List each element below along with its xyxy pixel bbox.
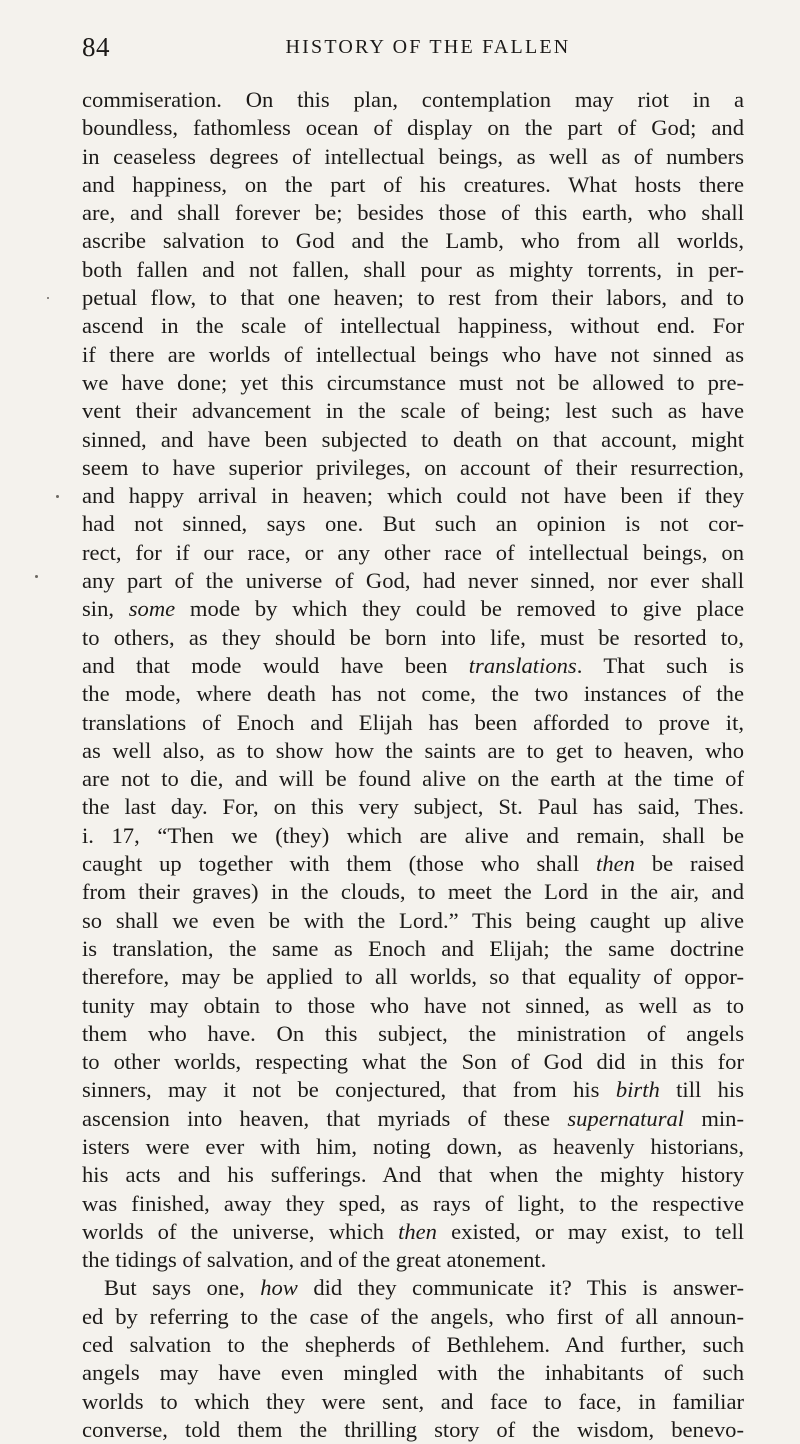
text-line: any part of the universe of God, had never sinned, nor ever shall: [82, 568, 744, 594]
text-line: are not to die, and will be found alive on the earth at the time of: [82, 766, 744, 792]
text-line: had not sinned, says one. But such an opinion is not cor-: [82, 511, 744, 537]
italic-emphasis: how: [260, 1275, 298, 1301]
running-title: HISTORY OF THE FALLEN: [285, 36, 571, 58]
text-line: sinned, and have been subjected to death on that account, might: [82, 426, 744, 452]
paper-speck: [56, 495, 59, 498]
text-run: till his: [659, 1077, 744, 1103]
text-line: commiseration. On this plan, contemplation may riot in a: [82, 87, 744, 112]
text-line: [82, 595, 744, 623]
text-line: we have done; yet this circumstance must not be allowed to pre-: [82, 369, 744, 395]
text-run: But says one,: [104, 1275, 261, 1301]
text-line: translations of Enoch and Elijah has been afforded to prove it,: [82, 709, 744, 735]
text-line: so shall we even be with the Lord.” This being caught up alive: [82, 907, 744, 933]
text-line: [82, 850, 744, 878]
italic-emphasis: supernatural: [567, 1105, 685, 1131]
text-line: was finished, away they sped, as rays of light, to the respective: [82, 1190, 744, 1216]
italic-emphasis: then: [596, 851, 635, 877]
text-line: seem to have superior privileges, on account of their resurrection,: [82, 454, 744, 480]
text-line: ced salvation to the shepherds of Bethlehem. And further, such: [82, 1332, 744, 1358]
text-run: be raised: [634, 851, 744, 877]
text-run: and that mode would have been: [82, 652, 469, 678]
text-line: the last day. For, on this very subject, St. Paul has said, Thes.: [82, 794, 744, 820]
text-line: tunity may obtain to those who have not sinned, as well as to: [82, 992, 744, 1018]
text-line: and happy arrival in heaven; which could not have been if they: [82, 483, 744, 509]
text-line: is translation, the same as Enoch and Elijah; the same doctrine: [82, 935, 744, 961]
text-line: converse, told them the thrilling story of the wisdom, benevo-: [82, 1416, 744, 1442]
text-line: the tidings of salvation, and of the great atonement.: [82, 1247, 547, 1273]
text-run: existed, or may exist, to tell: [436, 1218, 744, 1244]
text-line: isters were ever with him, noting down, as heavenly historians,: [82, 1133, 744, 1159]
text-run: sinners, may it not be conjectured, that from his: [82, 1077, 616, 1103]
italic-emphasis: birth: [615, 1077, 660, 1103]
text-line: both fallen and not fallen, shall pour as mighty torrents, in per-: [82, 256, 744, 282]
text-line: worlds to which they were sent, and face to face, in familiar: [82, 1388, 744, 1414]
text-line: to other worlds, respecting what the Son of God did in this for: [82, 1049, 744, 1075]
italic-emphasis: some: [128, 596, 176, 622]
text-line: the mode, where death has not come, the two instances of the: [82, 681, 744, 707]
text-run: min-: [684, 1105, 745, 1131]
text-line: as well also, as to show how the saints are to get to heaven, who: [82, 737, 744, 763]
text-line: boundless, fathomless ocean of display on the part of God; and: [82, 115, 744, 141]
italic-emphasis: then: [398, 1218, 437, 1244]
text-line: ascribe salvation to God and the Lamb, who from all worlds,: [82, 228, 744, 254]
body-text: [82, 86, 744, 1444]
text-line: if there are worlds of intellectual beings who have not sinned as: [82, 341, 744, 367]
text-line: from their graves) in the clouds, to meet the Lord in the air, and: [82, 879, 744, 905]
text-line: are, and shall forever be; besides those of this earth, who shall: [82, 200, 744, 226]
text-run: caught up together with them (those who shall: [82, 851, 597, 877]
text-line: therefore, may be applied to all worlds, so that equality of oppor-: [82, 964, 744, 990]
text-line: [82, 1274, 744, 1302]
text-run: worlds of the universe, which: [82, 1218, 399, 1244]
text-run: . That such is: [576, 652, 744, 678]
text-line: and happiness, on the part of his creatures. What hosts there: [82, 171, 744, 197]
paper-speck: [47, 297, 49, 299]
text-run: sin,: [82, 596, 129, 622]
running-head: [82, 30, 744, 70]
page-number: 84: [82, 32, 110, 62]
text-line: ascend in the scale of intellectual happiness, without end. For: [82, 313, 744, 339]
text-line: [82, 652, 744, 680]
italic-emphasis: translations: [468, 652, 577, 678]
text-line: [82, 1105, 744, 1133]
paper-speck: [35, 575, 38, 578]
text-line: to others, as they should be born into life, must be resorted to,: [82, 624, 744, 650]
text-run: did they communicate it? This is answer-: [297, 1275, 744, 1301]
text-line: petual flow, to that one heaven; to rest from their labors, and to: [82, 285, 744, 311]
text-line: in ceaseless degrees of intellectual beings, as well as of numbers: [82, 143, 744, 169]
text-line: vent their advancement in the scale of being; lest such as have: [82, 398, 744, 424]
text-line: them who have. On this subject, the ministration of angels: [82, 1020, 744, 1046]
text-line: i. 17, “Then we (they) which are alive and remain, shall be: [82, 822, 744, 848]
text-line: rect, for if our race, or any other race of intellectual beings, on: [82, 539, 744, 565]
text-line: [82, 1076, 744, 1104]
text-line: angels may have even mingled with the inhabitants of such: [82, 1360, 744, 1386]
text-run: mode by which they could be removed to give place: [175, 596, 744, 622]
text-line: ed by referring to the case of the angels, who first of all announ-: [82, 1303, 744, 1329]
text-line: [82, 1218, 744, 1246]
text-line: his acts and his sufferings. And that when the mighty history: [82, 1162, 744, 1188]
text-run: ascension into heaven, that myriads of these: [82, 1105, 568, 1131]
